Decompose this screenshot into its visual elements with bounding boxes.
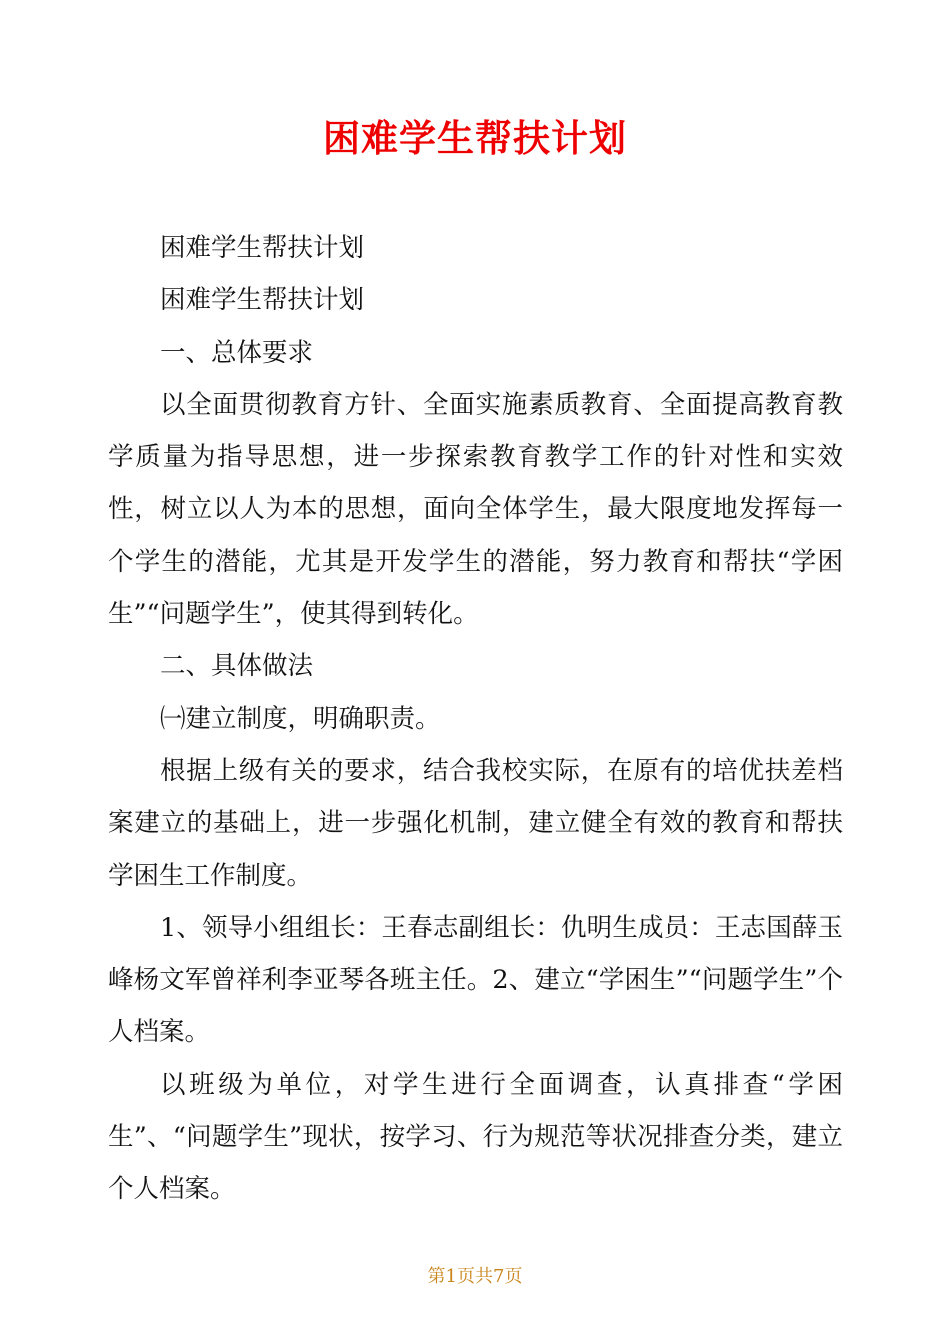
paragraph-subtitle: 困难学生帮扶计划 [160, 233, 365, 263]
page-number-footer: 第1页共7页 [427, 1266, 523, 1287]
document-body [108, 222, 843, 1216]
section-heading-general-requirements: 一、总体要求 [160, 337, 314, 368]
subsection-heading-establish-system: ㈠建立制度，明确职责。 [160, 703, 441, 734]
section-heading-specific-methods: 二、具体做法 [160, 651, 314, 682]
paragraph-leadership-group: 1、领导小组组长：王春志副组长：仇明生成员：王志国薛玉峰杨文军曾祥利李亚琴各班主任。2、建立“学困生”“问题学生”个人档案。 [108, 912, 843, 1048]
paragraph-class-survey: 以班级为单位，对学生进行全面调查，认真排查“学困生”、“问题学生”现状，按学习、行为规范等状况排查分类，建立个人档案。 [108, 1069, 843, 1205]
paragraph-system-description: 根据上级有关的要求，结合我校实际，在原有的培优扶差档案建立的基础上，进一步强化机制，建立健全有效的教育和帮扶学困生工作制度。 [108, 755, 843, 891]
paragraph-subtitle-repeat: 困难学生帮扶计划 [160, 285, 365, 316]
paragraph-guiding-thought: 以全面贯彻教育方针、全面实施素质教育、全面提高教育教学质量为指导思想，进一步探索教育教学工作的针对性和实效性，树立以人为本的思想，面向全体学生，最大限度地发挥每一个学生的潜能，尤其是开发学生的潜能，努力教育和帮扶“学困生”“问题学生”，使其得到转化。 [108, 389, 843, 630]
document-title: 困难学生帮扶计划 [323, 117, 627, 160]
